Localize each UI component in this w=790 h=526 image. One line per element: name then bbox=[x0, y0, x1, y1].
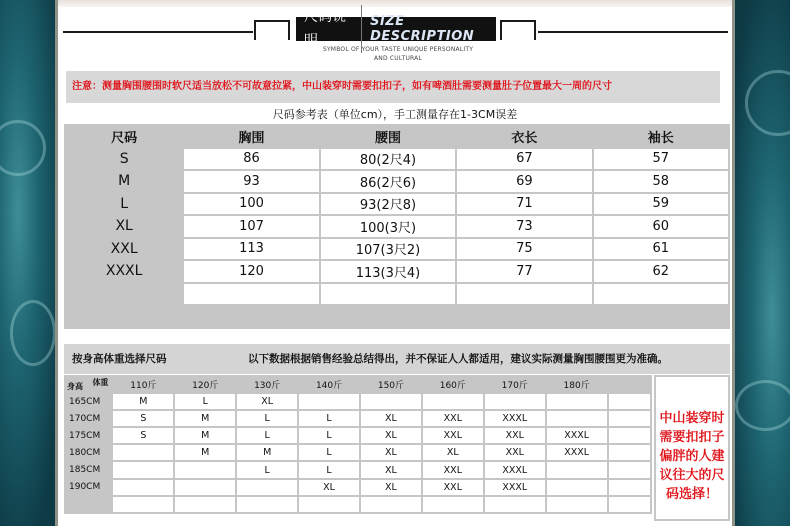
table-row: 190CM XL XL XXL XXXL bbox=[66, 480, 650, 495]
size-guide-panel bbox=[55, 0, 735, 526]
measurement-notice: 注意：测量胸围腰围时软尺适当放松不可故意拉紧，中山装穿时需要扣扣子，如有啤酒肚需要测量肚子位置最大一周的尺寸 bbox=[66, 71, 720, 103]
table-row-empty bbox=[66, 306, 728, 327]
weight-header-row: 体重 身高 110斤 120斤 130斤 140斤 150斤 160斤 170斤 180斤 bbox=[66, 377, 650, 392]
section-title bbox=[296, 9, 496, 49]
header-waist: 腰围 bbox=[321, 126, 455, 147]
header-length: 衣长 bbox=[457, 126, 591, 147]
decorative-background-right bbox=[730, 0, 790, 526]
table-row: 175CM S M L L XL XXL XXL XXXL bbox=[66, 428, 650, 443]
header-size: 尺码 bbox=[66, 126, 182, 147]
table-row: XL 107 100(3尺) 73 60 bbox=[66, 216, 728, 237]
header-chest: 胸围 bbox=[184, 126, 318, 147]
fit-advice-note: 中山装穿时 需要扣扣子 偏胖的人建 议往大的尺 码选择！ bbox=[654, 375, 730, 521]
size-reference-caption: 尺码参考表（单位cm），手工测量存在1-3CM误差 bbox=[272, 108, 518, 121]
table-row: M 93 86(2尺6) 69 58 bbox=[66, 171, 728, 192]
table-row: 185CM L L XL XXL XXXL bbox=[66, 462, 650, 477]
size-table-header bbox=[66, 126, 728, 147]
title-ornament-left bbox=[254, 20, 290, 40]
table-row-empty bbox=[66, 284, 728, 305]
weight-section-disclaimer: 以下数据根据销售经验总结得出，并不保证人人都适用，建议实际测量胸围腰围更为准确。 bbox=[248, 353, 668, 365]
table-row: 170CM S M L L XL XXL XXXL bbox=[66, 411, 650, 426]
table-row: 180CM M M L XL XL XXL XXXL bbox=[66, 445, 650, 460]
table-row: L 100 93(2尺8) 71 59 bbox=[66, 194, 728, 215]
table-row: XXXL 120 113(3尺4) 77 62 bbox=[66, 261, 728, 282]
weight-section-header bbox=[64, 344, 730, 374]
table-row bbox=[66, 497, 650, 512]
title-chinese: 尺码说明 bbox=[296, 5, 362, 53]
table-row: S 86 80(2尺4) 67 57 bbox=[66, 149, 728, 170]
slogan: SYMBOL OF YOUR TASTE UNIQUE PERSONALITY AND CULTURAL bbox=[322, 46, 474, 62]
top-image-strip bbox=[58, 0, 732, 7]
header-sleeve: 袖长 bbox=[594, 126, 728, 147]
title-english: SIZE DESCRIPTION bbox=[370, 14, 475, 44]
weight-section-title: 按身高体重选择尺码 bbox=[72, 353, 167, 365]
decorative-background-left bbox=[0, 0, 60, 526]
title-divider-right bbox=[538, 31, 728, 33]
title-divider-left bbox=[63, 31, 253, 33]
corner-cell: 体重 身高 bbox=[66, 377, 111, 392]
table-row: 165CM M L XL bbox=[66, 394, 650, 409]
size-table bbox=[64, 124, 730, 329]
title-ornament-right bbox=[500, 20, 536, 40]
height-weight-table bbox=[64, 375, 652, 514]
table-row: XXL 113 107(3尺2) 75 61 bbox=[66, 239, 728, 260]
